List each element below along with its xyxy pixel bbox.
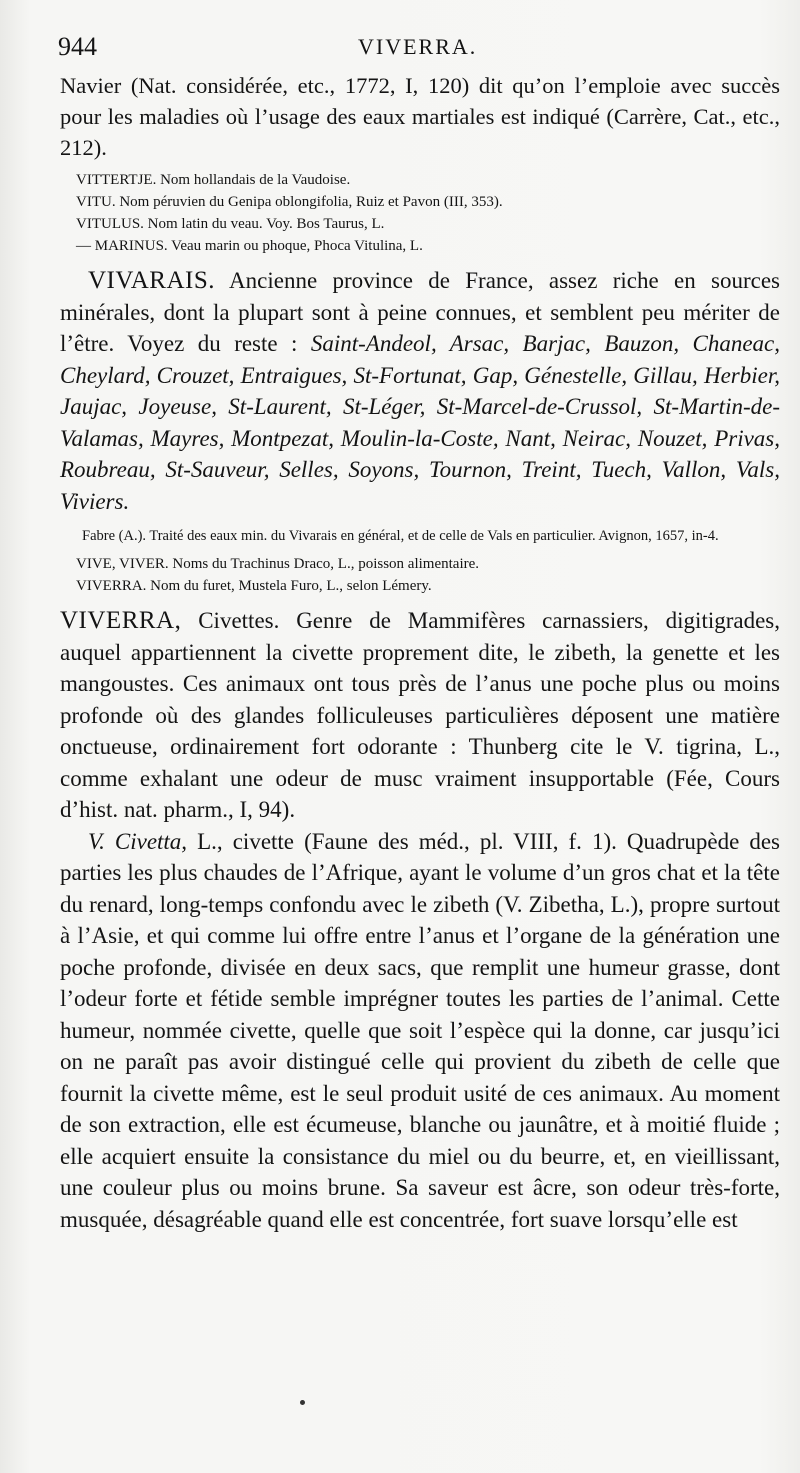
headword-viverra: VIVERRA, <box>60 607 182 634</box>
entry-civetta <box>60 826 780 1236</box>
note-marinus: — MARINUS. Veau marin ou phoque, Phoca Vitulina, L. <box>76 238 423 254</box>
page-header <box>58 28 778 68</box>
entry-vivarais <box>60 265 780 517</box>
viverra-text: Civettes. Genre de Mammifères carnassiers, digitigrades, auquel appartiennent la civette proprement dite, le zibeth, la genette et les mangoustes. Ces animaux ont tous près de l’anus une poche plus ou moins profonde où des glandes folliculeuses particulières déposent une matière onctueuse, ordinairement fort odorante : Thunberg cite le V. tigrina, L., comme exhalant une odeur de musc vraiment insupportable (Fée, Cours d’hist. nat. pharm., I, 94). <box>60 608 780 822</box>
note-vive: VIVE, VIVER. Noms du Trachinus Draco, L., poisson alimentaire. <box>76 556 480 572</box>
running-title: VIVERRA. <box>358 34 478 59</box>
biblio-fabre: Fabre (A.). Traité des eaux min. du Vivarais en général, et de celle de Vals en particulier. Avignon, 1657, in-4. <box>82 528 719 544</box>
note-vittertje: VITTERTJE. Nom hollandais de la Vaudoise. <box>76 172 351 188</box>
civetta-text: L., civette (Faune des méd., pl. VIII, f. 1). Quadrupède des parties les plus chaudes de l’Afrique, ayant le volume d’un gros chat et la tête du renard, long-temps confondu avec le zibeth (V. Zibetha, L.), propre surtout à l’Asie, et qui comme lui offre entre l’anus et l’organe de la génération une poche profonde, divisée en deux sacs, que remplit une humeur grasse, dont l’odeur forte et fétide semble imprégner toutes les parties de l’animal. Cette humeur, nommée civette, quelle que soit l’espèce qui la donne, car jusqu’ici on ne paraît pas avoir distingué celle qui provient du zibeth de celle que fournit la civette même, est le seul produit usité de ces animaux. Au moment de son extraction, elle est écumeuse, blanche ou jaunâtre, et à moitié fluide ; elle acquiert ensuite la consistance du miel ou du beurre, et, en vieillissant, une couleur plus ou moins brune. Sa saveur est âcre, son odeur très-forte, musquée, désagréable quand elle est concentrée, fort suave lorsqu’elle est <box>60 828 781 1232</box>
note-vitu: VITU. Nom péruvien du Genipa oblongifolia, Ruiz et Pavon (III, 353). <box>76 194 503 210</box>
note-viverra-furet: VIVERRA. Nom du furet, Mustela Furo, L., selon Lémery. <box>76 578 432 594</box>
ink-speck <box>300 1400 305 1405</box>
note-vitulus: VITULUS. Nom latin du veau. Voy. Bos Taurus, L. <box>76 216 385 232</box>
page-number: 944 <box>58 32 97 61</box>
headword-vivarais: VIVARAIS. <box>88 267 215 294</box>
vivarais-text: Ancienne province de France, assez riche en sources minérales, dont la plupart sont à peine connues, et semblent peu mériter de l’être. Voyez du reste : <box>60 268 780 356</box>
headword-civetta: V. Civetta, <box>88 828 188 854</box>
page-body <box>60 70 780 1235</box>
navier-paragraph: Navier (Nat. considérée, etc., 1772, I, 120) dit qu’on l’emploie avec succès pour les maladies où l’usage des eaux martiales est indiqué (Carrère, Cat., etc., 212). <box>60 73 780 160</box>
vivarais-places: Saint-Andeol, Arsac, Barjac, Bauzon, Chaneac, Cheylard, Crouzet, Entraigues, St-Fortunat, Gap, Génestelle, Gillau, Herbier, Jaujac, Joyeuse, St-Laurent, St-Léger, St-Marcel-de-Crussol, St-Martin-de-Valamas, Mayres, Montpezat, Moulin-la-Coste, Nant, Neirac, Nouzet, Privas, Roubreau, St-Sauveur, Selles, Soyons, Tournon, Treint, Tuech, Vallon, Vals, Viviers. <box>60 331 780 514</box>
entry-viverra <box>60 605 780 826</box>
